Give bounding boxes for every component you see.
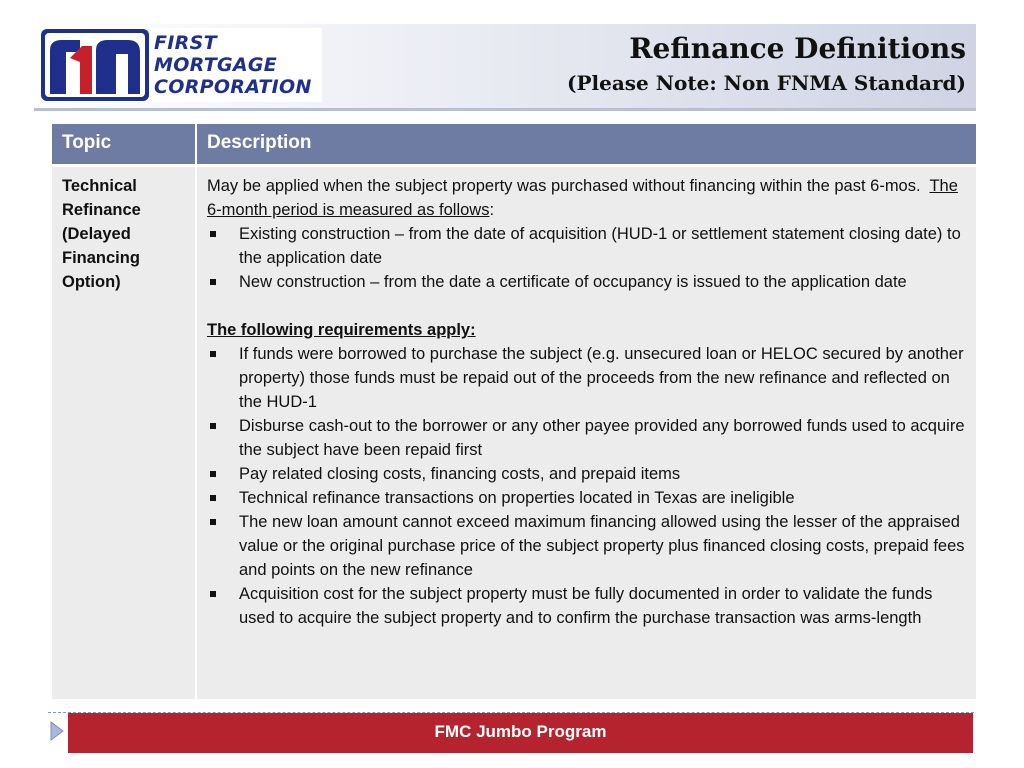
- list-item: Acquisition cost for the subject property must be fully documented in order to validate the funds used to acquire the subject property and to confirm the purchase transaction was arms-length: [207, 582, 967, 630]
- page-title: Refinance Definitions: [629, 32, 966, 65]
- list-item: Existing construction – from the date of acquisition (HUD-1 or settlement statement closing date) to the application date: [207, 222, 967, 270]
- table-header-row: [52, 124, 976, 164]
- company-logo: [40, 28, 322, 102]
- logo-word-mortgage: MORTGAGE: [154, 54, 278, 76]
- column-divider: [195, 124, 197, 699]
- definitions-table: [52, 124, 976, 699]
- row-divider: [52, 164, 976, 167]
- list-item: If funds were borrowed to purchase the subject (e.g. unsecured loan or HELOC secured by another property) those funds must be repaid out of the proceeds from the new refinance and reflected on the HUD-1: [207, 342, 967, 414]
- topic-line: Refinance: [62, 201, 141, 219]
- intro-underlined-text: The 6-month period is measured as follows: [207, 177, 958, 219]
- intro-paragraph: [207, 174, 967, 222]
- column-header-topic: Topic: [62, 132, 112, 153]
- period-bullet-list: [207, 222, 967, 294]
- list-item: Pay related closing costs, financing costs, and prepaid items: [207, 462, 967, 486]
- topic-line: Financing: [62, 249, 140, 267]
- topic-cell: [62, 174, 187, 294]
- fm-logo-mark-icon: [40, 28, 150, 102]
- requirements-bullet-list: [207, 342, 967, 630]
- spacer: [207, 294, 967, 318]
- topic-line: (Delayed: [62, 225, 131, 243]
- logo-word-first: FIRST: [154, 32, 217, 54]
- topic-line: Option): [62, 273, 121, 291]
- page-subtitle: (Please Note: Non FNMA Standard): [567, 71, 966, 95]
- logo-word-corporation: CORPORATION: [154, 76, 312, 98]
- requirements-heading: The following requirements apply:: [207, 321, 476, 339]
- intro-suffix: :: [489, 201, 495, 219]
- description-cell: [207, 174, 967, 630]
- list-item: Technical refinance transactions on properties located in Texas are ineligible: [207, 486, 967, 510]
- footer-program-banner: FMC Jumbo Program: [68, 713, 973, 753]
- triangle-right-icon: [50, 721, 64, 741]
- list-item: Disburse cash-out to the borrower or any other payee provided any borrowed funds used to acquire the subject have been repaid first: [207, 414, 967, 462]
- column-header-description: Description: [207, 132, 312, 153]
- logo-wordmark: [154, 32, 312, 98]
- topic-line: Technical: [62, 177, 137, 195]
- title-block: [567, 30, 966, 98]
- header-divider: [34, 108, 976, 111]
- intro-text: May be applied when the subject property was purchased without financing within the past 6-mos.: [207, 177, 921, 195]
- list-item: New construction – from the date a certificate of occupancy is issued to the application date: [207, 270, 967, 294]
- list-item: The new loan amount cannot exceed maximum financing allowed using the lesser of the appraised value or the original purchase price of the subject property plus financed closing costs, prepaid fees and points on the new refinance: [207, 510, 967, 582]
